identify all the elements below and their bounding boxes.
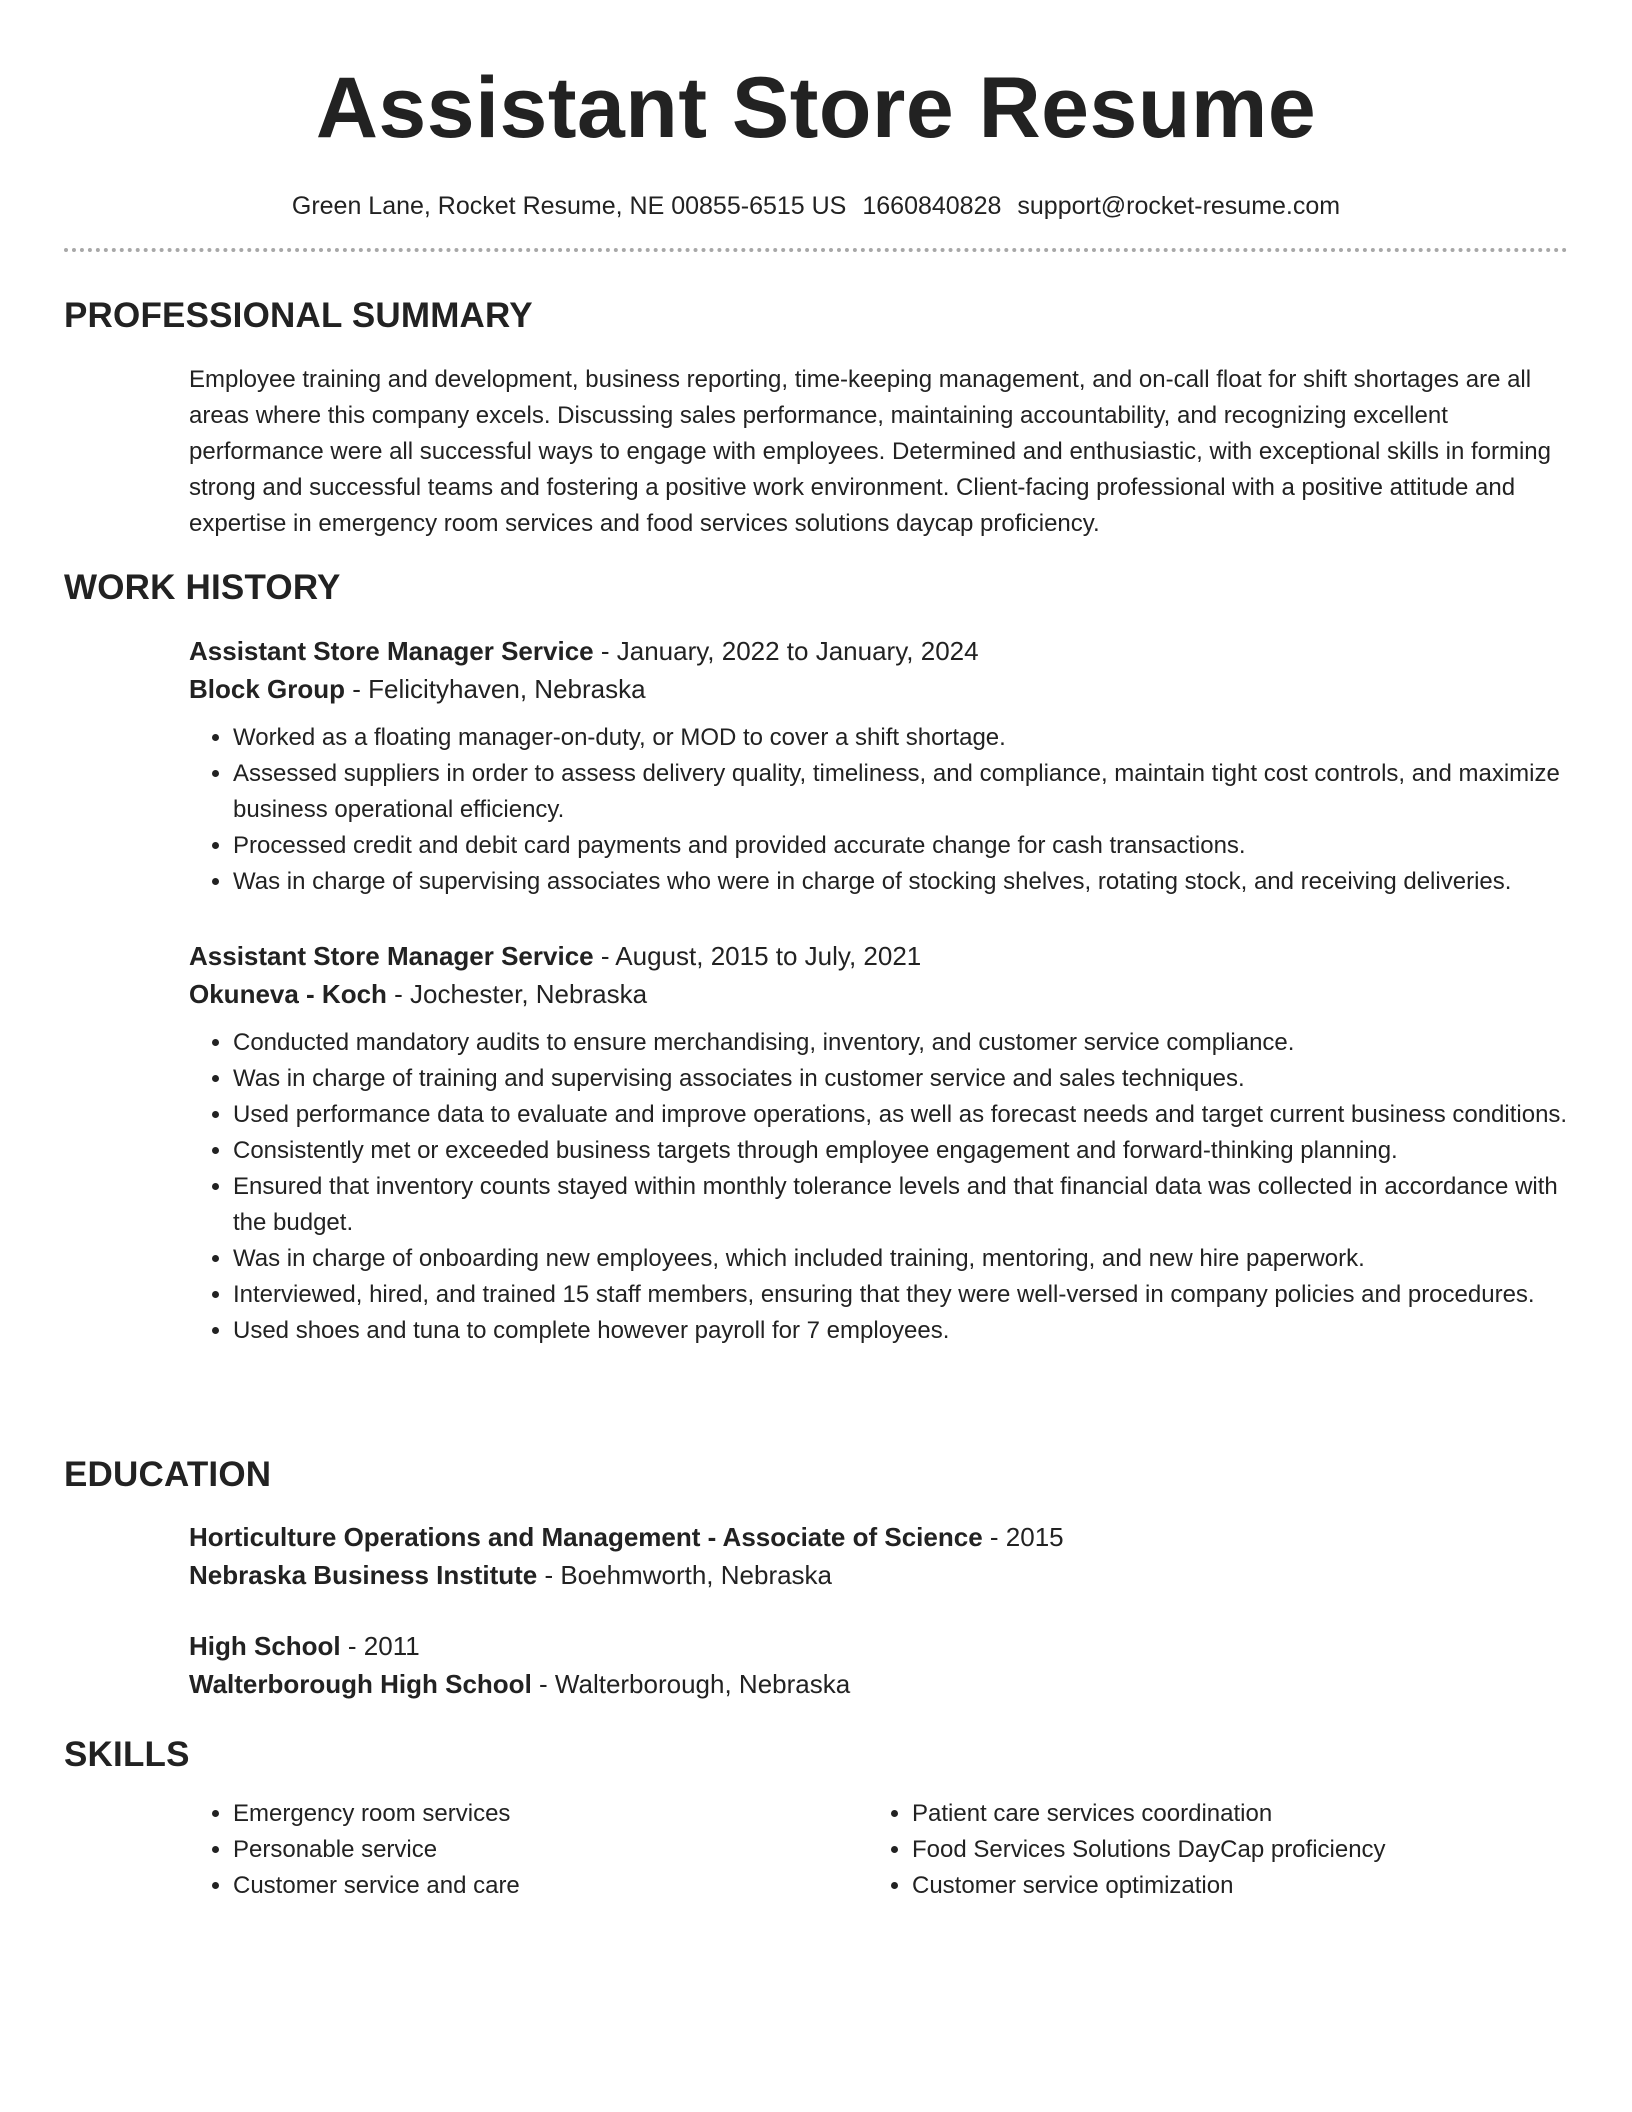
- skill-item: • Customer service and care: [233, 1868, 873, 1904]
- summary-title: PROFESSIONAL SUMMARY: [64, 296, 533, 335]
- job-bullets: [189, 720, 1569, 900]
- job-dates: - August, 2015 to July, 2021: [593, 941, 922, 971]
- job-bullet: • Ensured that inventory counts stayed within monthly tolerance levels and that financial data was collected in accordance with the budget.: [233, 1169, 1569, 1241]
- job-entry: [189, 937, 1569, 1349]
- skill-item: • Patient care services coordination: [912, 1796, 1552, 1832]
- education-degree: High School: [189, 1631, 341, 1661]
- job-bullet: • Consistently met or exceeded business targets through employee engagement and forward-thinking planning.: [233, 1133, 1569, 1169]
- work-history-title: WORK HISTORY: [64, 568, 341, 607]
- job-role-line: [189, 632, 1569, 670]
- job-bullets: [189, 1025, 1569, 1349]
- education-degree-line: [189, 1518, 1569, 1556]
- job-location: - Jochester, Nebraska: [386, 979, 648, 1009]
- job-role: Assistant Store Manager Service: [189, 941, 594, 971]
- job-bullet: • Used shoes and tuna to complete however payroll for 7 employees.: [233, 1313, 1569, 1349]
- job-entry: [189, 632, 1569, 900]
- job-bullet: • Was in charge of supervising associates who were in charge of stocking shelves, rotating stock, and receiving deliveries.: [233, 864, 1569, 900]
- job-company-line: [189, 975, 1569, 1013]
- skill-item: • Emergency room services: [233, 1796, 873, 1832]
- job-dates: - January, 2022 to January, 2024: [593, 636, 979, 666]
- education-degree: Horticulture Operations and Management - Associate of Science: [189, 1522, 983, 1552]
- education-school-line: [189, 1556, 1569, 1594]
- education-school: Nebraska Business Institute: [189, 1560, 538, 1590]
- job-role-line: [189, 937, 1569, 975]
- job-bullet: • Used performance data to evaluate and improve operations, as well as forecast needs and target current business conditions.: [233, 1097, 1569, 1133]
- job-bullet: • Processed credit and debit card payments and provided accurate change for cash transactions.: [233, 828, 1569, 864]
- job-company: Okuneva - Koch: [189, 979, 387, 1009]
- resume-name: Assistant Store Resume: [315, 60, 1317, 156]
- skills-list-left: [189, 1796, 873, 1904]
- skills-title: SKILLS: [64, 1735, 190, 1774]
- education-school: Walterborough High School: [189, 1669, 532, 1699]
- education-location: - Walterborough, Nebraska: [531, 1669, 851, 1699]
- job-company-line: [189, 670, 1569, 708]
- contact-address: Green Lane, Rocket Resume, NE 00855-6515 US: [291, 192, 847, 220]
- job-role: Assistant Store Manager Service: [189, 636, 594, 666]
- education-location: - Boehmworth, Nebraska: [537, 1560, 833, 1590]
- education-entry: [189, 1627, 1569, 1703]
- job-bullet: • Was in charge of onboarding new employees, which included training, mentoring, and new hire paperwork.: [233, 1241, 1569, 1277]
- header-divider: [64, 248, 1568, 252]
- skill-item: • Customer service optimization: [912, 1868, 1552, 1904]
- education-title: EDUCATION: [64, 1455, 272, 1494]
- skill-item: • Personable service: [233, 1832, 873, 1868]
- contact-phone: 1660840828: [862, 192, 1002, 220]
- education-year: - 2015: [982, 1522, 1064, 1552]
- contact-line: [0, 186, 1632, 226]
- job-company: Block Group: [189, 674, 346, 704]
- contact-email: support@rocket-resume.com: [1017, 192, 1341, 220]
- job-bullet: • Interviewed, hired, and trained 15 staff members, ensuring that they were well-versed in company policies and procedures.: [233, 1277, 1569, 1313]
- education-year: - 2011: [340, 1631, 420, 1661]
- job-bullet: • Conducted mandatory audits to ensure merchandising, inventory, and customer service compliance.: [233, 1025, 1569, 1061]
- skill-item: • Food Services Solutions DayCap proficiency: [912, 1832, 1552, 1868]
- education-school-line: [189, 1665, 1569, 1703]
- job-location: - Felicityhaven, Nebraska: [345, 674, 646, 704]
- job-bullet: • Assessed suppliers in order to assess delivery quality, timeliness, and compliance, maintain tight cost controls, and maximize business operational efficiency.: [233, 756, 1569, 828]
- summary-text: Employee training and development, business reporting, time-keeping management, and on-call float for shift shortages are all areas where this company excels. Discussing sales performance, maintaining accountability, and recognizing excellent performance were all successful ways to engage with employees. Determined and enthusiastic, with exceptional skills in forming strong and successful teams and fostering a positive work environment. Client-facing professional with a positive attitude and expertise in emergency room services and food services solutions daycap proficiency.: [189, 366, 1551, 537]
- education-entry: [189, 1518, 1569, 1594]
- job-bullet: • Was in charge of training and supervising associates in customer service and sales techniques.: [233, 1061, 1569, 1097]
- skills-list-right: [868, 1796, 1552, 1904]
- job-bullet: • Worked as a floating manager-on-duty, or MOD to cover a shift shortage.: [233, 720, 1569, 756]
- education-degree-line: [189, 1627, 1569, 1665]
